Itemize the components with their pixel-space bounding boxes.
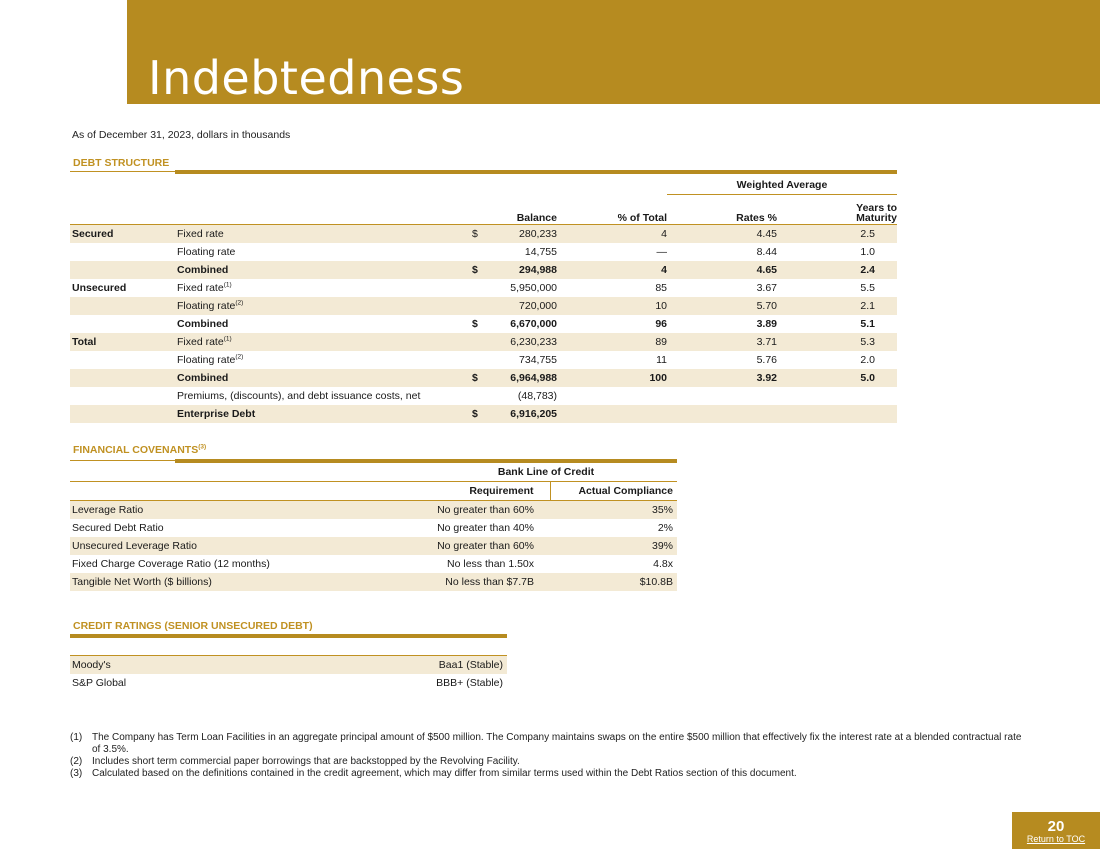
footnote-text: Calculated based on the definitions contained in the credit agreement, which may differ from similar terms used within the Debt Ratios section of this document.	[92, 768, 797, 779]
footnote-item	[70, 732, 1030, 756]
row-label-text: Combined	[177, 372, 229, 384]
row-group-label	[70, 261, 175, 279]
requirement-cell: No less than $7.7B	[415, 573, 550, 591]
table-row	[70, 519, 677, 537]
years-cell: 5.1	[860, 318, 875, 330]
balance-cell: 6,916,205	[492, 405, 557, 423]
balance-header: Balance	[70, 195, 557, 225]
footnote-number: (3)	[70, 768, 83, 779]
rating-agency: S&P Global	[72, 677, 127, 689]
currency-sign	[472, 333, 492, 351]
balance-cell: 6,964,988	[492, 369, 557, 387]
row-label-text: Fixed rate	[177, 282, 224, 294]
rate-cell: 3.67	[756, 282, 777, 294]
row-label-text: Fixed rate	[177, 336, 224, 348]
table-row	[70, 555, 677, 573]
currency-sign: $	[472, 318, 478, 330]
rate-cell: 5.70	[667, 297, 777, 315]
balance-cell: 734,755	[519, 354, 557, 366]
covenant-label: Tangible Net Worth ($ billions)	[70, 573, 415, 591]
table-row	[70, 501, 677, 520]
actual-compliance-cell: $10.8B	[550, 573, 677, 591]
actual-compliance-cell: 39%	[550, 537, 677, 555]
currency-sign	[472, 387, 492, 405]
currency-sign	[472, 279, 492, 297]
requirement-cell: No greater than 60%	[415, 501, 550, 520]
currency-sign: $	[472, 225, 492, 244]
actual-compliance-cell: 2%	[657, 522, 673, 534]
footnote-number: (2)	[70, 756, 83, 767]
pct-total-cell: 4	[557, 261, 667, 279]
row-label	[175, 351, 472, 369]
return-to-toc-link[interactable]: Return to TOC	[1026, 834, 1086, 844]
covenants-heading: FINANCIAL COVENANTS$^{(3)}$	[73, 443, 207, 456]
row-group-label	[70, 315, 175, 333]
row-group-label: Secured	[70, 225, 175, 244]
page-subtitle: As of December 31, 2023, dollars in thousands	[72, 129, 291, 141]
requirement-cell: No greater than 60%	[415, 537, 550, 555]
row-label-text: Fixed rate	[177, 228, 224, 240]
currency-sign	[472, 297, 492, 315]
rate-cell: 4.65	[667, 261, 777, 279]
covenants-table	[70, 463, 677, 591]
balance-cell: 14,755	[524, 246, 557, 258]
covenant-label: Secured Debt Ratio	[72, 522, 164, 534]
table-row	[70, 351, 897, 369]
rate-cell: 4.45	[667, 225, 777, 244]
years-to-maturity-header: Years to Maturity	[777, 195, 897, 225]
rate-cell: 3.92	[667, 369, 777, 387]
years-cell	[777, 405, 897, 423]
debt-structure-table	[70, 176, 897, 423]
requirement-cell: No greater than 40%	[437, 522, 534, 534]
pct-total-cell: 11	[656, 354, 667, 366]
table-row	[70, 297, 897, 315]
row-label-text: Floating rate	[177, 354, 236, 366]
table-row	[70, 656, 507, 674]
row-label	[175, 261, 472, 279]
table-row	[70, 333, 897, 351]
ratings-table	[70, 656, 507, 692]
footnote-item	[70, 768, 1030, 780]
pct-total-cell: 96	[655, 318, 667, 330]
balance-cell: 294,988	[492, 261, 557, 279]
covenants-heading-underline	[70, 460, 175, 461]
rate-cell: 3.89	[756, 318, 777, 330]
rate-cell: 8.44	[756, 246, 777, 258]
row-label	[175, 225, 472, 244]
years-cell: 2.5	[777, 225, 897, 244]
row-label	[175, 369, 472, 387]
currency-sign: $	[472, 369, 492, 387]
table-row	[70, 243, 897, 261]
table-row	[70, 573, 677, 591]
bank-line-header: Bank Line of Credit	[415, 463, 677, 482]
years-cell: 2.1	[777, 297, 897, 315]
table-row	[70, 674, 507, 692]
table-row	[70, 261, 897, 279]
rate-cell: 5.76	[756, 354, 777, 366]
row-label-text: Floating rate	[177, 300, 236, 312]
pct-total-cell	[557, 405, 667, 423]
balance-cell: (48,783)	[517, 390, 557, 402]
pct-total-cell: 100	[557, 369, 667, 387]
row-group-label	[70, 405, 175, 423]
row-group-label: Unsecured	[72, 282, 127, 294]
balance-cell: 6,230,233	[492, 333, 557, 351]
row-group-label	[70, 243, 175, 261]
row-label	[175, 243, 472, 261]
row-label-text: Combined	[177, 264, 229, 276]
rates-header: Rates %	[667, 195, 777, 225]
row-group-label	[70, 297, 175, 315]
rating-value: Baa1 (Stable)	[307, 656, 507, 674]
row-label-text: Floating rate	[177, 246, 236, 258]
footnote-number: (1)	[70, 732, 83, 743]
balance-cell: 6,670,000	[510, 318, 557, 330]
page-number: 20	[1047, 818, 1065, 835]
table-row	[70, 369, 897, 387]
covenant-label: Unsecured Leverage Ratio	[70, 537, 415, 555]
actual-compliance-cell: 35%	[550, 501, 677, 520]
row-label	[175, 279, 472, 297]
row-label	[175, 387, 472, 405]
table-row	[70, 405, 897, 423]
row-label-text: Premiums, (discounts), and debt issuance costs, net	[177, 390, 421, 402]
rate-cell	[667, 405, 777, 423]
pct-total-cell: 10	[557, 297, 667, 315]
row-label	[175, 405, 472, 423]
row-label-text: Combined	[177, 318, 229, 330]
pct-total-cell: 89	[557, 333, 667, 351]
ratings-heading: CREDIT RATINGS (SENIOR UNSECURED DEBT)	[73, 620, 313, 632]
row-label-text: Enterprise Debt	[177, 408, 256, 420]
currency-sign: $	[472, 261, 492, 279]
covenant-label: Fixed Charge Coverage Ratio (12 months)	[72, 558, 270, 570]
debt-table-top-rule	[175, 170, 897, 174]
row-label	[175, 315, 472, 333]
years-cell: 2.0	[860, 354, 875, 366]
pct-total-cell: 4	[557, 225, 667, 244]
currency-sign	[472, 351, 492, 369]
row-group-label	[70, 369, 175, 387]
currency-sign	[472, 243, 492, 261]
years-cell: 2.4	[777, 261, 897, 279]
weighted-average-header: Weighted Average	[667, 176, 897, 195]
years-cell: 5.3	[777, 333, 897, 351]
debt-heading-underline	[70, 171, 175, 172]
footnote-text: Includes short term commercial paper borrowings that are backstopped by the Revolving Facility.	[92, 756, 520, 767]
table-row	[70, 315, 897, 333]
rate-cell: 3.71	[667, 333, 777, 351]
currency-sign: $	[472, 405, 492, 423]
row-group-label: Total	[70, 333, 175, 351]
covenant-label: Leverage Ratio	[70, 501, 415, 520]
pct-total-cell: 85	[655, 282, 667, 294]
rate-cell	[667, 387, 777, 405]
years-cell	[777, 387, 897, 405]
row-group-label	[70, 387, 175, 405]
debt-structure-heading: DEBT STRUCTURE	[73, 157, 170, 169]
footnote-ref: (2)	[235, 299, 244, 307]
rating-value: BBB+ (Stable)	[436, 677, 503, 689]
balance-cell: 720,000	[492, 297, 557, 315]
table-row	[70, 537, 677, 555]
pct-total-header: % of Total	[557, 195, 667, 225]
requirement-header: Requirement	[415, 482, 550, 501]
footnote-text: The Company has Term Loan Facilities in an aggregate principal amount of $500 million. The Company maintains swaps on the entire $500 million that effectively fix the interest rate at a blended contractual rate of 3.5%.	[92, 732, 1022, 755]
row-group-label	[70, 351, 175, 369]
actual-compliance-cell: 4.8x	[653, 558, 673, 570]
page-title: Indebtedness	[148, 51, 465, 105]
table-row	[70, 225, 897, 244]
pct-total-cell: —	[656, 246, 667, 258]
table-row	[70, 279, 897, 297]
row-label	[175, 333, 472, 351]
years-cell: 1.0	[860, 246, 875, 258]
footnote-item	[70, 756, 1030, 768]
balance-cell: 5,950,000	[510, 282, 557, 294]
footnote-ref: (1)	[223, 335, 232, 343]
row-label	[175, 297, 472, 315]
actual-compliance-header: Actual Compliance	[550, 482, 677, 501]
footnotes	[70, 732, 1030, 780]
years-cell: 5.5	[860, 282, 875, 294]
table-row	[70, 387, 897, 405]
years-cell: 5.0	[777, 369, 897, 387]
rating-agency: Moody's	[70, 656, 307, 674]
footnote-ref: (1)	[223, 281, 232, 289]
balance-cell: 280,233	[492, 225, 557, 244]
footnote-ref: (2)	[235, 353, 244, 361]
requirement-cell: No less than 1.50x	[447, 558, 534, 570]
pct-total-cell	[557, 387, 667, 405]
ratings-table-top-rule	[70, 634, 507, 638]
